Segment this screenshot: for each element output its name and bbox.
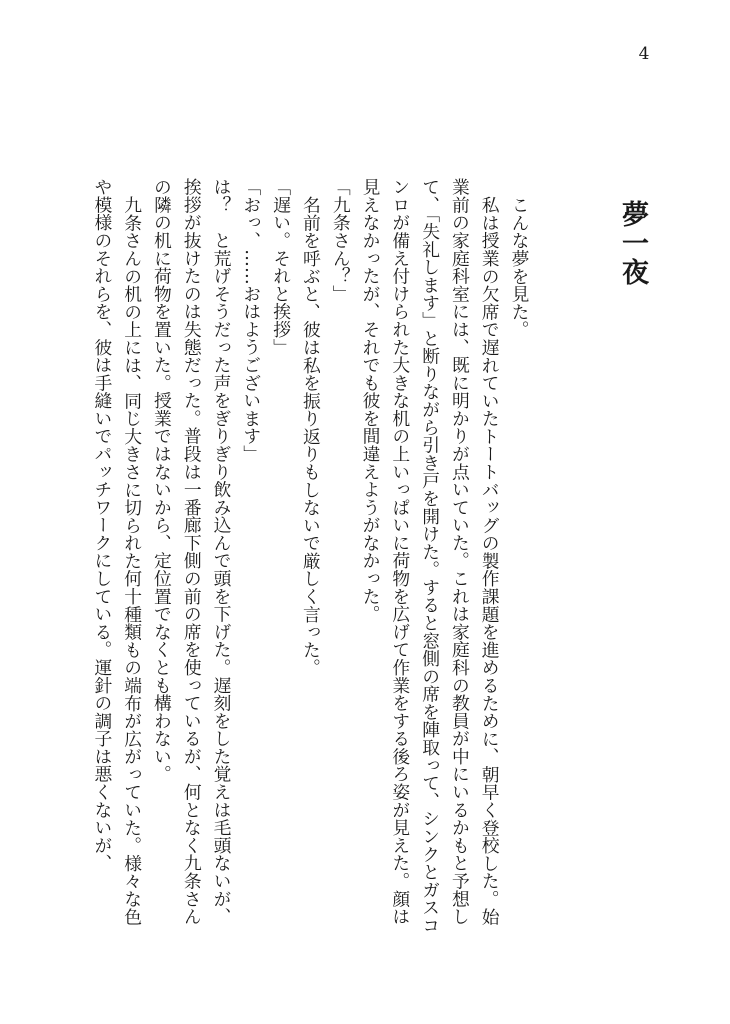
dialogue-line: 「遅い。それと挨拶」 bbox=[270, 178, 292, 356]
body-text bbox=[91, 178, 534, 938]
dialogue-line: 「九条さん？」 bbox=[330, 178, 352, 303]
page-number: 4 bbox=[638, 44, 650, 64]
paragraph: こんな夢を見た。 bbox=[509, 195, 530, 339]
chapter-title: 夢一夜 bbox=[617, 200, 648, 287]
paragraph: 九条さんの机の上には、同じ大きさに切られた何十種類もの端布が広がっていた。様々な色や模様のそれらを、彼は手縫いでパッチワークにしている。運針の調子は悪くないが、 bbox=[91, 178, 143, 926]
paragraph: は？ と荒げそうだった声をぎりぎり飲み込んで頭を下げた。遅刻をした覚えは毛頭ないが、挨拶が抜けたのは失態だった。普段は一番廊下側の前の席を使っているが、何となく九条さんの隣の机に荷物を置いた。授業ではないから、定位置でなくとも構わない。 bbox=[151, 178, 233, 926]
paragraph: 名前を呼ぶと、彼は私を振り返りもしないで厳しく言った。 bbox=[300, 195, 322, 677]
dialogue-line: 「おっ、……おはようございます」 bbox=[240, 178, 262, 463]
paragraph: 私は授業の欠席で遅れていたトートバッグの製作課題を進めるために、朝早く登校した。始業前の家庭科室には、既に明かりが点いていた。これは家庭科の教員が中にいるかもと予想して、「失礼します」と断りながら引き戸を開けた。すると窓側の席を陣取って、シンクとガスコンロが備え付けられた大きな机の上いっぱいに荷物を広げて作業をする後ろ姿が見えた。顔は見えなかったが、それでも彼を間違えようがなかった。 bbox=[360, 178, 501, 935]
